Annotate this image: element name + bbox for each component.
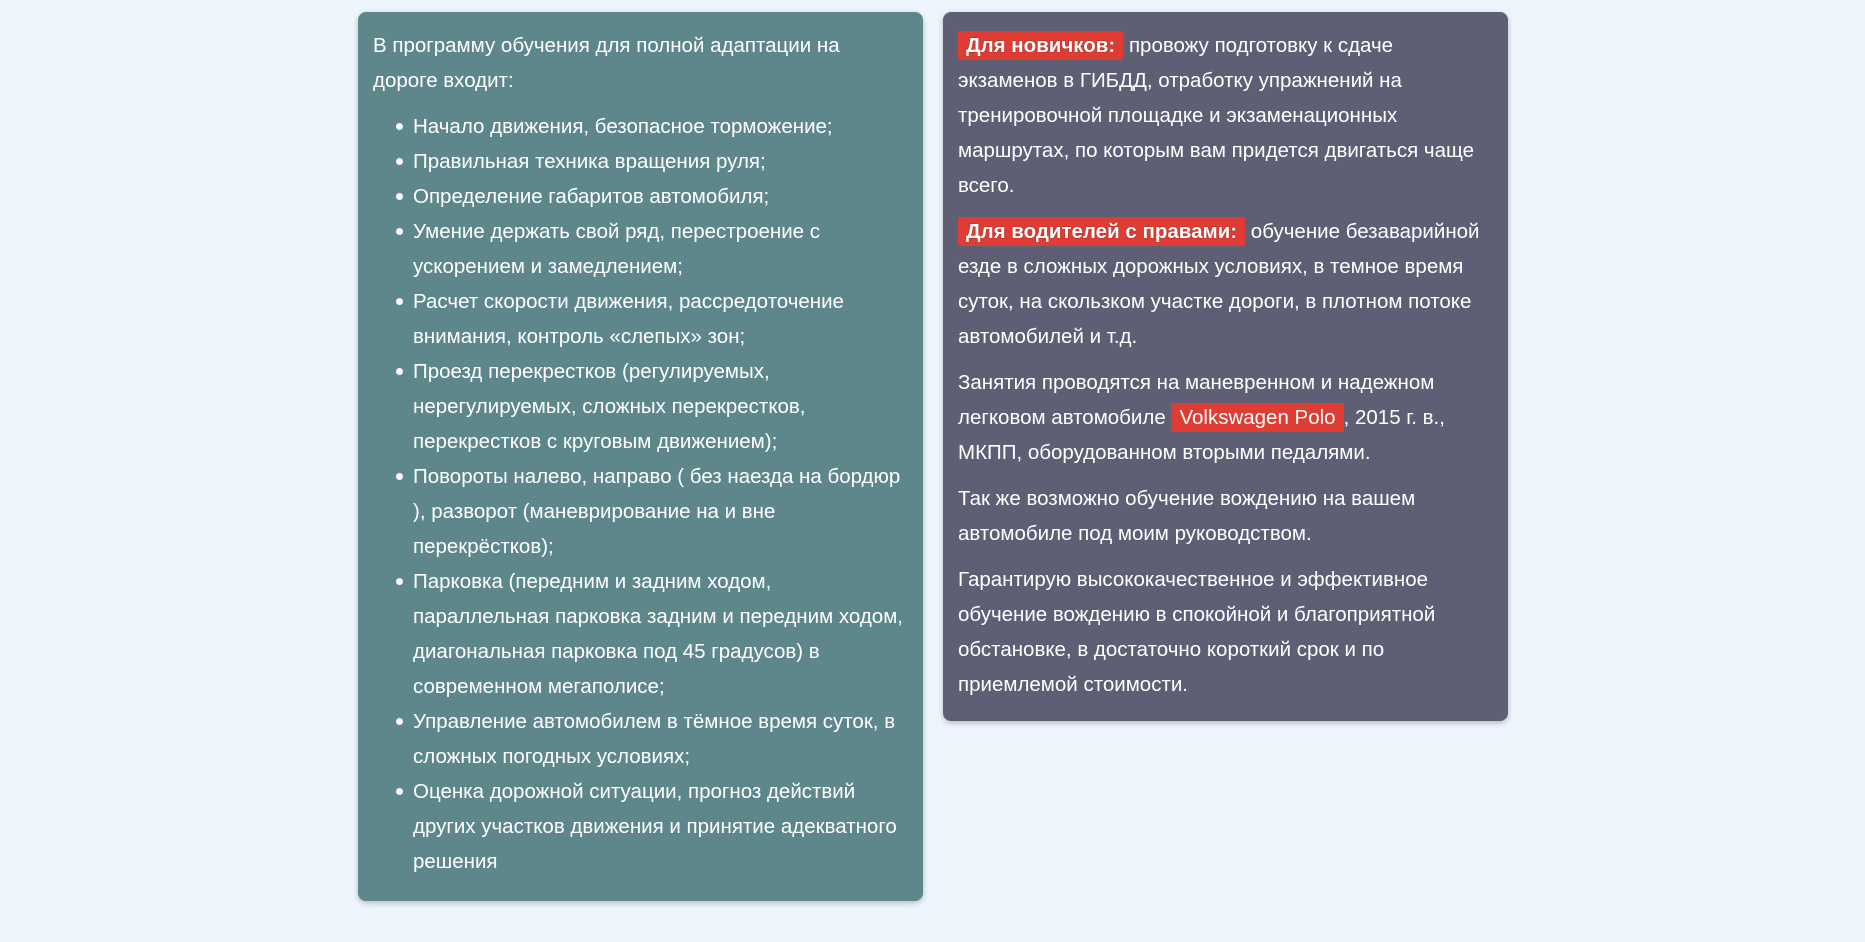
training-program-card [358,12,923,901]
bullet-icon [396,473,403,480]
list-item [413,704,907,774]
course-info-card [943,12,1508,721]
list-item [413,459,907,564]
list-item-text: Проезд перекрестков (регулируемых, нерегулируемых, сложных перекрестков, перекрестков с круговым движением); [413,360,806,453]
list-item-text: Повороты налево, направо ( без наезда на бордюр ), разворот (маневрирование на и вне перекрёстков); [413,465,901,558]
car-text-after: , 2015 г. в., МКПП, оборудованном вторыми педалями. [958,406,1445,464]
bullet-icon [396,788,403,795]
drivers-tag: Для водителей с правами: [958,217,1245,246]
bullet-icon [396,578,403,585]
list-item [413,144,907,179]
bullet-icon [396,123,403,130]
drivers-text: обучение безаварийной езде в сложных дорожных условиях, в темное время суток, на скользком участке дороги, в плотном потоке автомобилей и т.д. [958,220,1480,348]
car-model-tag: Volkswagen Polo [1171,403,1343,432]
bullet-icon [396,368,403,375]
list-item-text: Парковка (передним и задним ходом, параллельная парковка задним и передним ходом, диагональная парковка под 45 градусов) в современном мегаполисе; [413,570,903,698]
car-text-before: Занятия проводятся на маневренном и надежном легковом автомобиле [958,371,1435,429]
bullet-icon [396,228,403,235]
own-car-paragraph: Так же возможно обучение вождению на вашем автомобиле под моим руководством. [958,487,1416,545]
beginners-tag: Для новичков: [958,31,1123,60]
bullet-icon [396,718,403,725]
bullet-icon [396,158,403,165]
list-item [413,109,907,144]
list-item-text: Оценка дорожной ситуации, прогноз действий других участков движения и принятие адекватного решения [413,780,897,873]
beginners-text: провожу подготовку к сдаче экзаменов в ГИБДД, отработку упражнений на тренировочной площадке и экзаменационных маршрутах, по которым вам придется двигаться чаще всего. [958,34,1475,197]
drivers-paragraph [958,214,1494,354]
list-item [413,214,907,284]
list-item-text: Умение держать свой ряд, перестроение с ускорением и замедлением; [413,220,821,278]
list-item [413,774,907,879]
beginners-paragraph [958,28,1494,203]
bullet-icon [396,298,403,305]
list-item-text: Правильная техника вращения руля; [413,150,766,173]
list-item-text: Определение габаритов автомобиля; [413,185,770,208]
guarantee-paragraph: Гарантирую высококачественное и эффективное обучение вождению в спокойной и благоприятной обстановке, в достаточно короткий срок и по приемлемой стоимости. [958,568,1436,696]
car-paragraph [958,365,1494,470]
list-item-text: Начало движения, безопасное торможение; [413,115,833,138]
list-item [413,564,907,704]
program-intro: В программу обучения для полной адаптации на дороге входит: [373,34,840,92]
bullet-icon [396,193,403,200]
list-item [413,179,907,214]
list-item-text: Расчет скорости движения, рассредоточение внимания, контроль «слепых» зон; [413,290,844,348]
list-item [413,354,907,459]
list-item [413,284,907,354]
list-item-text: Управление автомобилем в тёмное время суток, в сложных погодных условиях; [413,710,896,768]
program-list [373,109,907,879]
